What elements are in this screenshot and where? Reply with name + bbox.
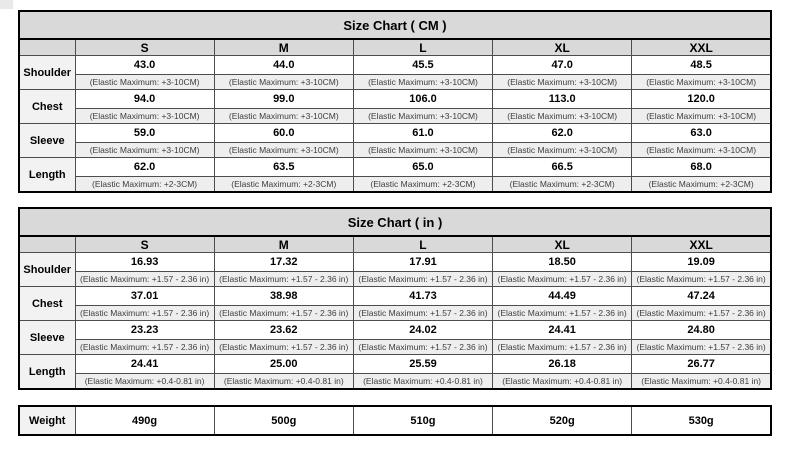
size-value-cell: 44.49	[493, 287, 632, 306]
screenshot-corner-artifact	[0, 0, 13, 9]
table-row	[19, 253, 771, 272]
elastic-note-cell: (Elastic Maximum: +3-10CM)	[75, 75, 214, 90]
size-header-l: L	[353, 236, 492, 253]
row-label-length: Length	[19, 158, 75, 193]
size-value-cell: 26.18	[493, 355, 632, 374]
size-value-cell: 24.80	[632, 321, 771, 340]
size-value-cell: 47.24	[632, 287, 771, 306]
size-value-cell: 120.0	[632, 90, 771, 109]
elastic-note-cell: (Elastic Maximum: +1.57 - 2.36 in)	[353, 306, 492, 321]
size-value-cell: 113.0	[493, 90, 632, 109]
size-value-cell: 94.0	[75, 90, 214, 109]
elastic-note-cell: (Elastic Maximum: +3-10CM)	[353, 109, 492, 124]
elastic-note-cell: (Elastic Maximum: +1.57 - 2.36 in)	[214, 306, 353, 321]
size-value-cell: 62.0	[75, 158, 214, 177]
table-row	[19, 75, 771, 90]
size-header-xl: XL	[493, 236, 632, 253]
row-label-sleeve: Sleeve	[19, 321, 75, 355]
elastic-note-cell: (Elastic Maximum: +2-3CM)	[75, 177, 214, 193]
size-header-row	[19, 39, 771, 56]
weight-value-cell: 510g	[353, 406, 492, 435]
table-row	[19, 340, 771, 355]
elastic-note-cell: (Elastic Maximum: +2-3CM)	[632, 177, 771, 193]
size-value-cell: 45.5	[353, 56, 492, 75]
weight-value-cell: 530g	[632, 406, 771, 435]
row-label-weight: Weight	[19, 406, 75, 435]
elastic-note-cell: (Elastic Maximum: +3-10CM)	[214, 75, 353, 90]
row-label-shoulder: Shoulder	[19, 253, 75, 287]
size-chart-cm-table	[18, 10, 772, 193]
elastic-note-cell: (Elastic Maximum: +0.4-0.81 in)	[75, 374, 214, 390]
size-value-cell: 18.50	[493, 253, 632, 272]
size-value-cell: 63.5	[214, 158, 353, 177]
chart-title: Size Chart ( CM )	[19, 11, 771, 39]
size-value-cell: 17.32	[214, 253, 353, 272]
table-row	[19, 272, 771, 287]
size-value-cell: 41.73	[353, 287, 492, 306]
elastic-note-cell: (Elastic Maximum: +3-10CM)	[214, 143, 353, 158]
weight-value-cell: 500g	[214, 406, 353, 435]
size-value-cell: 23.62	[214, 321, 353, 340]
size-value-cell: 37.01	[75, 287, 214, 306]
table-row	[19, 56, 771, 75]
elastic-note-cell: (Elastic Maximum: +1.57 - 2.36 in)	[632, 340, 771, 355]
elastic-note-cell: (Elastic Maximum: +2-3CM)	[353, 177, 492, 193]
elastic-note-cell: (Elastic Maximum: +3-10CM)	[353, 75, 492, 90]
size-value-cell: 63.0	[632, 124, 771, 143]
elastic-note-cell: (Elastic Maximum: +1.57 - 2.36 in)	[75, 340, 214, 355]
elastic-note-cell: (Elastic Maximum: +3-10CM)	[75, 143, 214, 158]
table-row	[19, 321, 771, 340]
size-value-cell: 47.0	[493, 56, 632, 75]
table-row	[19, 109, 771, 124]
elastic-note-cell: (Elastic Maximum: +0.4-0.81 in)	[214, 374, 353, 390]
row-label-chest: Chest	[19, 90, 75, 124]
elastic-note-cell: (Elastic Maximum: +3-10CM)	[632, 109, 771, 124]
elastic-note-cell: (Elastic Maximum: +3-10CM)	[493, 143, 632, 158]
size-value-cell: 43.0	[75, 56, 214, 75]
size-value-cell: 17.91	[353, 253, 492, 272]
elastic-note-cell: (Elastic Maximum: +3-10CM)	[493, 109, 632, 124]
size-value-cell: 65.0	[353, 158, 492, 177]
elastic-note-cell: (Elastic Maximum: +1.57 - 2.36 in)	[214, 272, 353, 287]
elastic-note-cell: (Elastic Maximum: +3-10CM)	[353, 143, 492, 158]
size-header-xxl: XXL	[632, 39, 771, 56]
table-title-row	[19, 11, 771, 39]
table-row	[19, 406, 771, 435]
size-header-xl: XL	[493, 39, 632, 56]
table-row	[19, 287, 771, 306]
table-row	[19, 158, 771, 177]
row-label-length: Length	[19, 355, 75, 390]
size-value-cell: 16.93	[75, 253, 214, 272]
elastic-note-cell: (Elastic Maximum: +0.4-0.81 in)	[493, 374, 632, 390]
elastic-note-cell: (Elastic Maximum: +1.57 - 2.36 in)	[493, 306, 632, 321]
size-value-cell: 68.0	[632, 158, 771, 177]
weight-value-cell: 490g	[75, 406, 214, 435]
table-row	[19, 355, 771, 374]
elastic-note-cell: (Elastic Maximum: +1.57 - 2.36 in)	[75, 306, 214, 321]
corner-cell	[19, 236, 75, 253]
table-title-row	[19, 208, 771, 236]
elastic-note-cell: (Elastic Maximum: +1.57 - 2.36 in)	[353, 272, 492, 287]
weight-value-cell: 520g	[493, 406, 632, 435]
elastic-note-cell: (Elastic Maximum: +1.57 - 2.36 in)	[632, 272, 771, 287]
elastic-note-cell: (Elastic Maximum: +3-10CM)	[632, 75, 771, 90]
size-value-cell: 60.0	[214, 124, 353, 143]
row-label-sleeve: Sleeve	[19, 124, 75, 158]
corner-cell	[19, 39, 75, 56]
size-value-cell: 24.02	[353, 321, 492, 340]
size-header-s: S	[75, 39, 214, 56]
elastic-note-cell: (Elastic Maximum: +3-10CM)	[75, 109, 214, 124]
elastic-note-cell: (Elastic Maximum: +2-3CM)	[214, 177, 353, 193]
elastic-note-cell: (Elastic Maximum: +1.57 - 2.36 in)	[353, 340, 492, 355]
elastic-note-cell: (Elastic Maximum: +1.57 - 2.36 in)	[632, 306, 771, 321]
elastic-note-cell: (Elastic Maximum: +0.4-0.81 in)	[353, 374, 492, 390]
elastic-note-cell: (Elastic Maximum: +3-10CM)	[493, 75, 632, 90]
size-value-cell: 24.41	[493, 321, 632, 340]
size-value-cell: 48.5	[632, 56, 771, 75]
size-value-cell: 59.0	[75, 124, 214, 143]
elastic-note-cell: (Elastic Maximum: +2-3CM)	[493, 177, 632, 193]
size-value-cell: 99.0	[214, 90, 353, 109]
elastic-note-cell: (Elastic Maximum: +1.57 - 2.36 in)	[493, 340, 632, 355]
elastic-note-cell: (Elastic Maximum: +1.57 - 2.36 in)	[75, 272, 214, 287]
table-row	[19, 90, 771, 109]
size-value-cell: 66.5	[493, 158, 632, 177]
size-header-row	[19, 236, 771, 253]
size-header-xxl: XXL	[632, 236, 771, 253]
table-row	[19, 177, 771, 193]
size-value-cell: 19.09	[632, 253, 771, 272]
size-chart-in-table	[18, 207, 772, 390]
size-header-m: M	[214, 39, 353, 56]
size-value-cell: 25.59	[353, 355, 492, 374]
size-value-cell: 62.0	[493, 124, 632, 143]
size-header-l: L	[353, 39, 492, 56]
elastic-note-cell: (Elastic Maximum: +3-10CM)	[632, 143, 771, 158]
table-row	[19, 306, 771, 321]
elastic-note-cell: (Elastic Maximum: +0.4-0.81 in)	[632, 374, 771, 390]
row-label-chest: Chest	[19, 287, 75, 321]
table-row	[19, 143, 771, 158]
size-value-cell: 26.77	[632, 355, 771, 374]
elastic-note-cell: (Elastic Maximum: +3-10CM)	[214, 109, 353, 124]
size-value-cell: 106.0	[353, 90, 492, 109]
size-value-cell: 61.0	[353, 124, 492, 143]
elastic-note-cell: (Elastic Maximum: +1.57 - 2.36 in)	[214, 340, 353, 355]
size-value-cell: 38.98	[214, 287, 353, 306]
size-header-m: M	[214, 236, 353, 253]
row-label-shoulder: Shoulder	[19, 56, 75, 90]
size-header-s: S	[75, 236, 214, 253]
table-row	[19, 374, 771, 390]
size-value-cell: 23.23	[75, 321, 214, 340]
size-value-cell: 24.41	[75, 355, 214, 374]
chart-title: Size Chart ( in )	[19, 208, 771, 236]
elastic-note-cell: (Elastic Maximum: +1.57 - 2.36 in)	[493, 272, 632, 287]
table-row	[19, 124, 771, 143]
size-value-cell: 44.0	[214, 56, 353, 75]
weight-table	[18, 405, 772, 436]
size-value-cell: 25.00	[214, 355, 353, 374]
